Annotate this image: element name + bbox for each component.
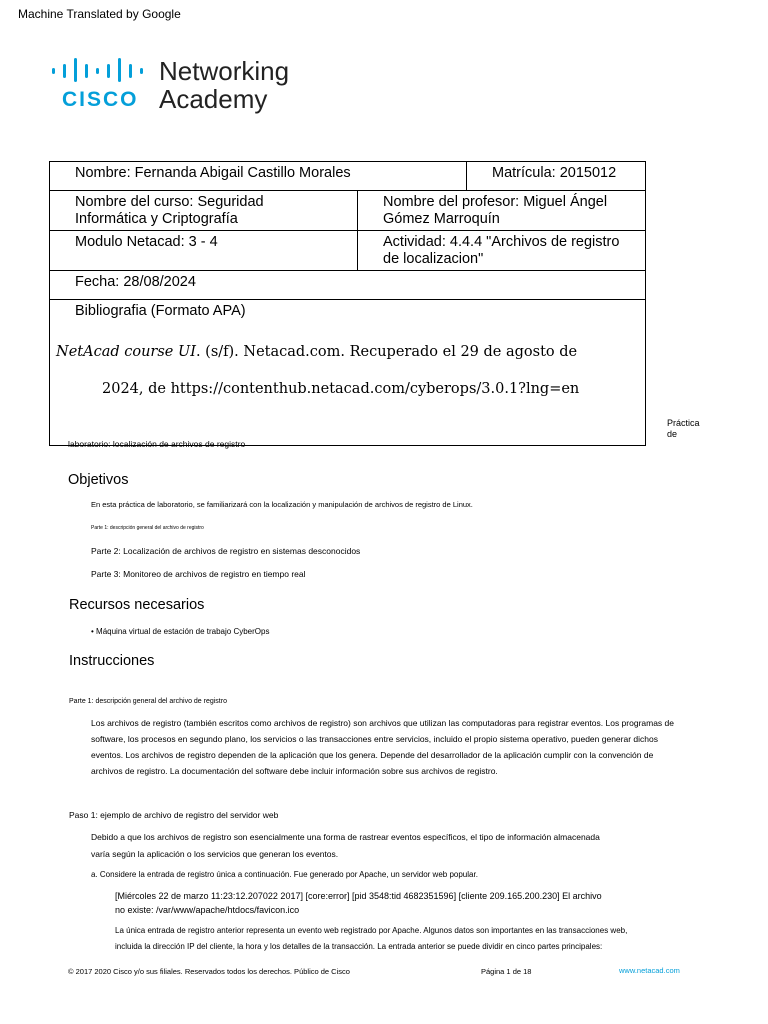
paso1-title: Paso 1: ejemplo de archivo de registro del servidor web [69, 810, 279, 820]
cisco-wordmark: CISCO [62, 88, 139, 111]
activity-line2: de localizacion" [383, 251, 484, 267]
machine-translated-note: Machine Translated by Google [18, 7, 181, 21]
netacad-module: Modulo Netacad: 3 - 4 [50, 231, 358, 271]
cisco-bars-icon [52, 58, 148, 82]
side-note [667, 418, 700, 440]
recursos-item: • Máquina virtual de estación de trabajo CyberOps [91, 627, 270, 636]
bibliography-cell [50, 300, 646, 446]
log-entry-line1: [Miércoles 22 de marzo 11:23:12.207022 2017] [core:error] [pid 3548:tid 4682351596] [cliente 209.165.200.230] El archivo [115, 891, 602, 901]
activity-line1: Actividad: 4.4.4 "Archivos de registro [383, 234, 620, 250]
activity [358, 231, 646, 271]
objetivo-parte3: Parte 3: Monitoreo de archivos de registro en tiempo real [91, 569, 306, 579]
matricula: Matrícula: 2015012 [467, 162, 646, 191]
lab-subtitle: laboratorio: localización de archivos de registro [68, 439, 246, 449]
recursos-heading: Recursos necesarios [69, 597, 205, 613]
parte1-paragraph: Los archivos de registro (también escritos como archivos de registro) son archivos que utilizan las computadoras para registrar eventos. Los programas de software, los procesos en segundo plano, los servicios o las transacciones entre servicios, incluido el propio sistema operativo, pueden generar dichos eventos. Los archivos de registro dependen de la aplicación que los genera. Depende del desarrollador de la aplicación cumplir con la convención de archivos de registro. La documentación del software debe incluir información sobre sus archivos de registro. [91, 718, 674, 776]
logo-academy: Academy [159, 84, 268, 114]
side-note-line2: de [667, 429, 678, 439]
bibliography-line1 [56, 344, 637, 361]
professor-line2: Gómez Marroquín [383, 211, 500, 227]
professor-name [358, 191, 646, 231]
course-name [50, 191, 358, 231]
objetivos-intro: En esta práctica de laboratorio, se familiarizará con la localización y manipulación de archivos de registro de Linux. [91, 500, 473, 509]
bibliography-label: Bibliografia (Formato APA) [75, 303, 246, 319]
footer-copyright: © 2017 2020 Cisco y/o sus filiales. Reservados todos los derechos. Público de Cisco [68, 967, 350, 976]
objetivo-parte1: Parte 1: descripción general del archivo de registro [91, 525, 204, 531]
student-info-table [49, 161, 646, 446]
paso1-line2: varía según la aplicación o los servicios que generan los eventos. [91, 849, 339, 859]
explain-line2: incluida la dirección IP del cliente, la hora y los detalles de la transacción. La entrada anterior se puede dividir en cinco partes principales: [115, 942, 603, 951]
paso1-line1: Debido a que los archivos de registro son esencialmente una forma de rastrear eventos específicos, el tipo de información almacenada [91, 832, 600, 842]
professor-line1: Nombre del profesor: Miguel Ángel [383, 194, 608, 210]
bibliography-title: NetAcad course UI [56, 344, 196, 360]
step-a: a. Considere la entrada de registro única a continuación. Fue generado por Apache, un servidor web popular. [91, 870, 478, 879]
explain-line1: La única entrada de registro anterior representa un evento web registrado por Apache. Algunos datos son importantes en las transacciones web, [115, 926, 628, 935]
logo-networking: Networking [159, 56, 290, 86]
student-name: Nombre: Fernanda Abigail Castillo Morales [50, 162, 467, 191]
bibliography-rest: . (s/f). Netacad.com. Recuperado el 29 de agosto de [195, 344, 578, 360]
footer-link[interactable]: www.netacad.com [619, 966, 680, 975]
instrucciones-heading: Instrucciones [69, 653, 155, 669]
course-name-line2: Informática y Criptografía [75, 211, 238, 227]
course-name-line1: Nombre del curso: Seguridad [75, 194, 264, 210]
bibliography-line2: 2024, de https://contenthub.netacad.com/cyberops/3.0.1?lng=en [102, 381, 580, 397]
side-note-line1: Práctica [667, 418, 700, 428]
footer-page-number: Página 1 de 18 [481, 967, 532, 976]
objetivo-parte2: Parte 2: Localización de archivos de registro en sistemas desconocidos [91, 546, 361, 556]
date: Fecha: 28/08/2024 [50, 271, 646, 300]
log-entry-line2: no existe: /var/www/apache/htdocs/favicon.ico [115, 905, 300, 915]
objetivos-heading: Objetivos [68, 472, 129, 488]
parte1-title: Parte 1: descripción general del archivo de registro [69, 698, 227, 705]
